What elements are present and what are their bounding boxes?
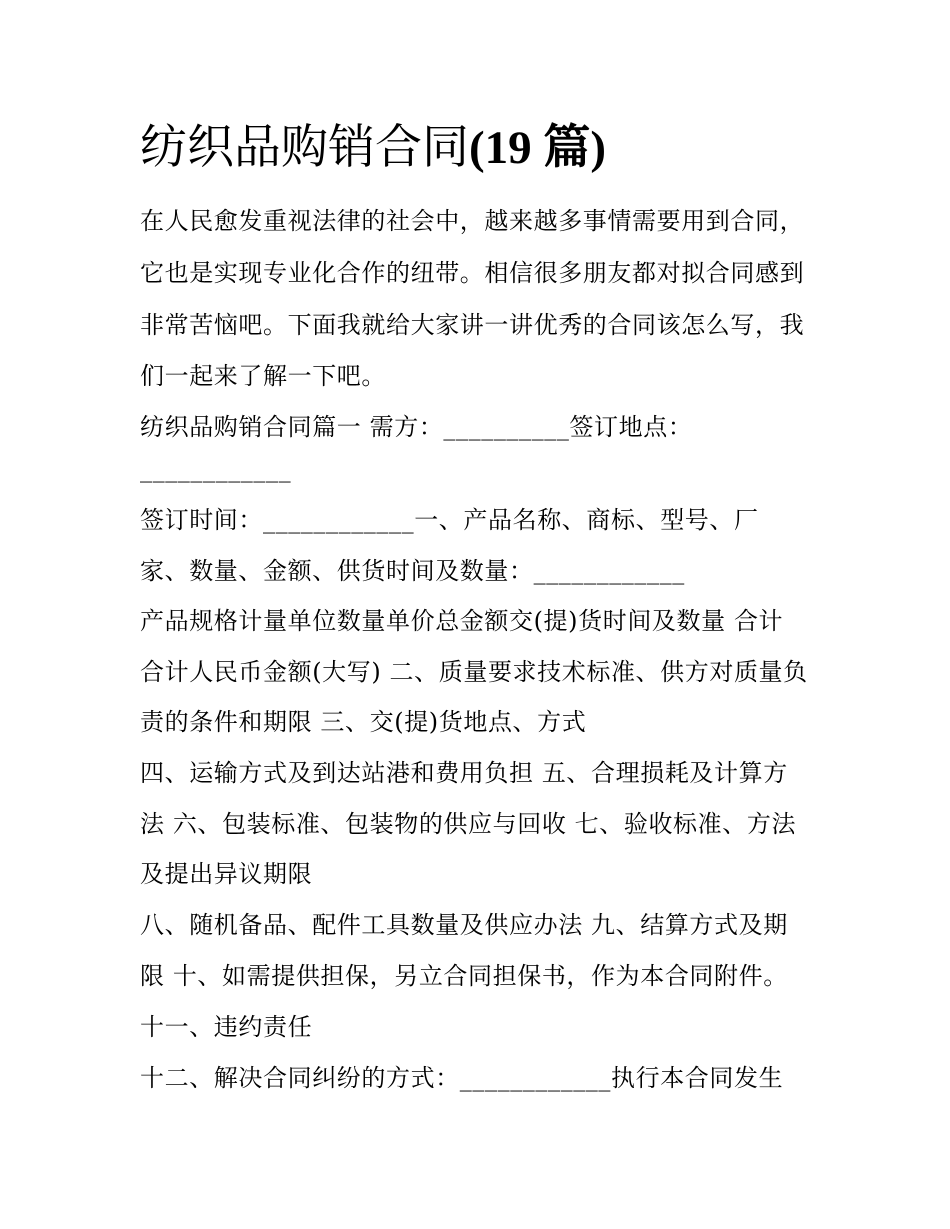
intro-line-4: 们一起来了解一下吧。 <box>140 362 386 390</box>
contract-line-5: 产品规格计量单位数量单价总金额交(提)货时间及数量 合计 <box>140 607 784 635</box>
contract-line-11: 八、随机备品、配件工具数量及供应办法 九、结算方式及期 <box>140 911 788 939</box>
contract-line-7: 责的条件和期限 三、交(提)货地点、方式 <box>140 708 587 736</box>
contract-line-14: 十二、解决合同纠纷的方式：____________执行本合同发生 <box>140 1064 784 1092</box>
contract-line-10: 及提出异议期限 <box>140 860 313 888</box>
intro-line-3: 非常苦恼吧。下面我就给大家讲一讲优秀的合同该怎么写，我 <box>140 311 805 339</box>
contract-line-8: 四、运输方式及到达站港和费用负担 五、合理损耗及计算方 <box>140 759 788 787</box>
intro-line-2: 它也是实现专业化合作的纽带。相信很多朋友都对拟合同感到 <box>140 259 805 287</box>
contract-line-13: 十一、违约责任 <box>140 1013 313 1041</box>
contract-line-9: 法 六、包装标准、包装物的供应与回收 七、验收标准、方法 <box>140 810 797 838</box>
contract-line-6: 合计人民币金额(大写) 二、质量要求技术标准、供方对质量负 <box>140 658 808 686</box>
intro-line-1: 在人民愈发重视法律的社会中，越来越多事情需要用到合同， <box>140 207 805 235</box>
contract-line-12: 限 十、如需提供担保，另立合同担保书，作为本合同附件。 <box>140 962 788 990</box>
title-main: 纺织品购销合同 <box>140 120 469 175</box>
contract-line-2: ____________ <box>140 455 292 483</box>
contract-line-3: 签订时间：____________一、产品名称、商标、型号、厂 <box>140 506 759 534</box>
title-count: (19 篇) <box>469 122 607 174</box>
contract-line-4: 家、数量、金额、供货时间及数量：____________ <box>140 557 685 585</box>
document-title <box>140 112 606 184</box>
contract-line-1: 纺织品购销合同篇一 需方：__________签订地点： <box>140 413 693 441</box>
